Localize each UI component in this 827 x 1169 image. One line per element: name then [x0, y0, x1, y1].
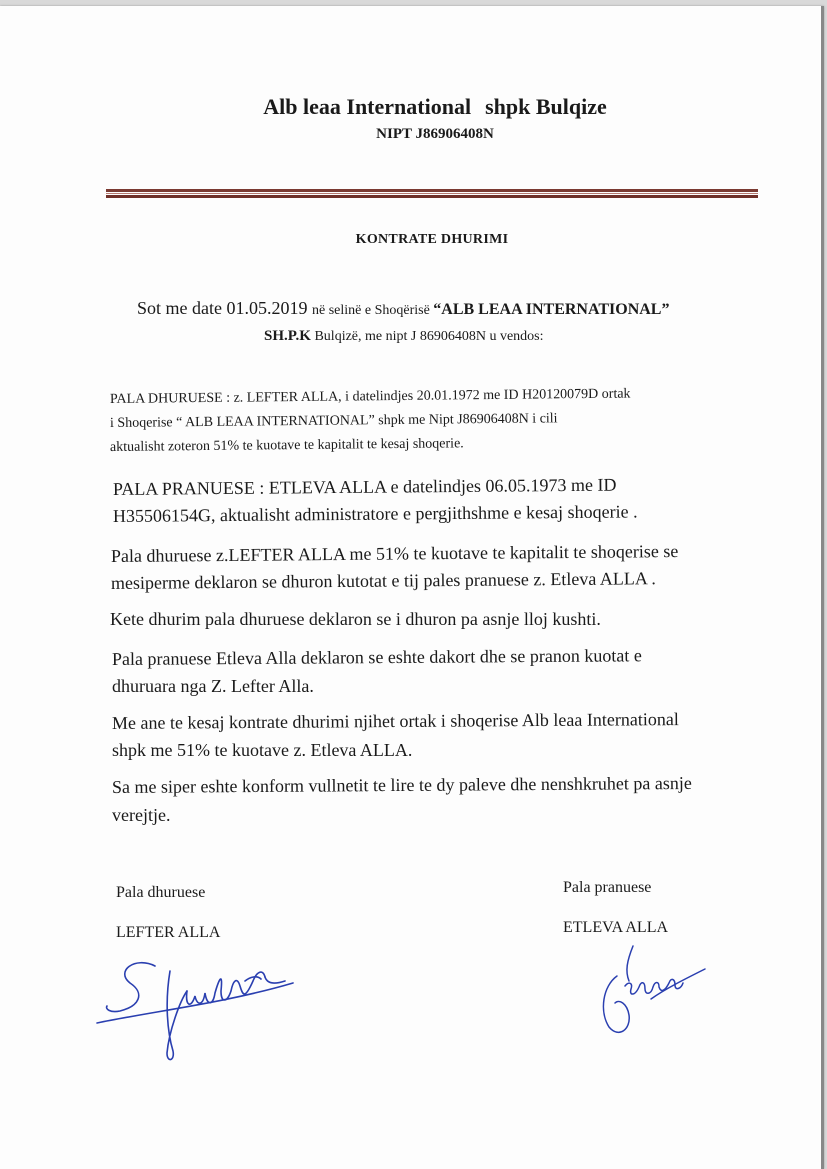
document-page	[0, 6, 824, 1169]
intro-date: Sot me date 01.05.2019	[137, 298, 312, 318]
paragraph-line: Pala pranuese Etleva Alla deklaron se eshte dakort dhe se pranon kuotat e	[111, 645, 642, 669]
intro-line-1	[137, 298, 669, 319]
page-edge	[821, 6, 824, 1169]
document-title: KONTRATE DHURIMI	[355, 232, 509, 247]
left-signature	[95, 951, 305, 1071]
paragraph-line: PALA PRANUESE : ETLEVA ALLA e datelindjes 06.05.1973 me ID	[112, 474, 617, 499]
intro-nipt: Bulqizë, me nipt J 86906408N u vendos:	[310, 329, 544, 344]
company-name-a: Alb leaa International	[263, 94, 472, 119]
right-signature	[595, 941, 725, 1041]
paragraph-line: dhuruara nga Z. Lefter Alla.	[112, 676, 314, 696]
paragraph-line: mesiperme deklaron se dhuron kutotat e tij pales pranuese z. Etleva ALLA .	[110, 568, 656, 593]
paragraph-line: shpk me 51% te kuotave z. Etleva ALLA.	[112, 740, 413, 760]
paragraph-line: Me ane te kesaj kontrate dhurimi njihet ortak i shoqerise Alb leaa International	[111, 709, 679, 733]
paragraph-line: i Shoqerise “ ALB LEAA INTERNATIONAL” shpk me Nipt J86906408N i cili	[109, 411, 558, 431]
intro-line-2	[264, 328, 544, 345]
intro-shpk: SH.P.K	[264, 328, 311, 344]
paragraph-line: aktualisht zoteron 51% te kuotave te kapitalit te kesaj shoqerie.	[109, 436, 464, 455]
company-nipt: NIPT J86906408N	[376, 126, 494, 142]
left-signatory-label: Pala dhuruese	[116, 884, 206, 901]
paragraph-line: PALA DHURUESE : z. LEFTER ALLA, i datelindjes 20.01.1972 me ID H20120079D ortak	[109, 386, 631, 407]
paragraph-line: Sa me siper eshte konform vullnetit te lire te dy paleve dhe nenshkruhet pa asnje	[111, 772, 692, 797]
paragraph-4: Kete dhurim pala dhuruese deklaron se i dhuron pa asnje lloj kushti.	[110, 609, 601, 629]
company-name	[85, 94, 785, 120]
paragraph-line: Pala dhuruese z.LEFTER ALLA me 51% te kuotave te kapitalit te shoqerise se	[110, 541, 679, 566]
intro-company: “ALB LEAA INTERNATIONAL”	[433, 301, 670, 318]
paragraph-line: verejtje.	[112, 805, 171, 825]
right-signatory-name: ETLEVA ALLA	[563, 919, 669, 936]
intro-seat: në selinë e Shoqërisë	[311, 303, 434, 318]
left-signatory-name: LEFTER ALLA	[116, 924, 221, 941]
paragraph-line: H35506154G, aktualisht administratore e pergjithshme e kesaj shoqerie .	[112, 501, 638, 526]
company-name-b: shpk Bulqize	[485, 94, 607, 119]
header-divider	[106, 189, 758, 198]
right-signatory-label: Pala pranuese	[563, 879, 652, 896]
